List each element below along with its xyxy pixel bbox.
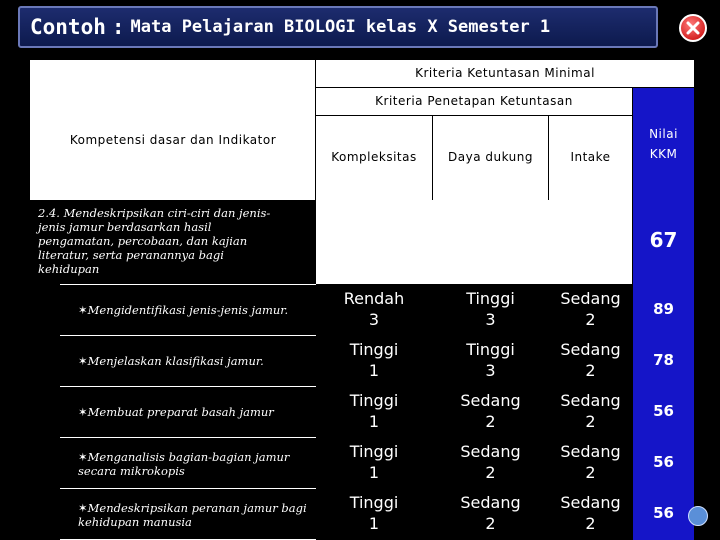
intake-cell [549, 339, 632, 381]
bullet-icon: ✶ [78, 450, 88, 464]
intake-level: Sedang [560, 391, 621, 410]
nilai-kkm-header-label: Nilai KKM [649, 127, 678, 161]
kompleksitas-score: 1 [368, 514, 380, 533]
daya-dukung-cell [433, 492, 548, 534]
kompleksitas-level: Tinggi [349, 442, 399, 461]
kompleksitas-cell [316, 390, 432, 432]
kd-description: 2.4. Mendeskripsikan ciri-ciri dan jenis-jenis jamur berdasarkan hasil pengamatan, percobaan, dan kajian literatur, serta peranannya bagi kehidupan [38, 206, 271, 276]
kd-header-cell [30, 60, 316, 200]
kompleksitas-cell [316, 492, 432, 534]
indikator-text: Menjelaskan klasifikasi jamur. [87, 354, 264, 368]
kompleksitas-level: Tinggi [349, 391, 399, 410]
bullet-icon: ✶ [78, 354, 88, 368]
intake-cell [549, 492, 632, 534]
indikator-cell [78, 354, 310, 368]
intake-level: Sedang [560, 442, 621, 461]
intake-cell [549, 288, 632, 330]
daya-dukung-level: Sedang [460, 493, 521, 512]
intake-level: Sedang [560, 289, 621, 308]
daya-dukung-cell [433, 390, 548, 432]
indikator-cell [78, 303, 310, 317]
intake-cell [549, 441, 632, 483]
daya-dukung-level: Sedang [460, 442, 521, 461]
kd-header-label: Kompetensi dasar dan Indikator [69, 133, 277, 147]
next-slide-button[interactable] [688, 506, 708, 526]
close-icon [686, 21, 700, 35]
daya-dukung-level: Tinggi [466, 289, 515, 308]
daya-dukung-score: 3 [485, 310, 496, 329]
kd-kkm-value: 67 [649, 228, 678, 252]
daya-dukung-header-label: Daya dukung [448, 150, 533, 164]
title-separator: : [111, 15, 125, 39]
kompleksitas-score: 1 [368, 361, 380, 380]
bullet-icon: ✶ [78, 303, 88, 317]
intake-score: 2 [585, 361, 596, 380]
daya-dukung-level: Tinggi [466, 340, 515, 359]
kompleksitas-level: Rendah [343, 289, 405, 308]
intake-score: 2 [585, 310, 596, 329]
intake-level: Sedang [560, 493, 621, 512]
daya-dukung-score: 2 [485, 514, 496, 533]
kompleksitas-cell [316, 339, 432, 381]
indikator-cell [78, 405, 310, 419]
daya-dukung-score: 2 [485, 412, 496, 431]
row-kkm-value: 56 [653, 453, 674, 471]
kompleksitas-level: Tinggi [349, 340, 399, 359]
indikator-text: Mendeskripsikan peranan jamur bagi kehidupan manusia [78, 501, 307, 529]
row-kkm-value: 78 [653, 351, 674, 369]
row-kkm-value: 56 [653, 504, 674, 522]
kompleksitas-score: 1 [368, 463, 380, 482]
intake-score: 2 [585, 412, 596, 431]
indikator-text: Membuat preparat basah jamur [87, 405, 274, 419]
indikator-text: Mengidentifikasi jenis-jenis jamur. [87, 303, 289, 317]
daya-dukung-cell [433, 339, 548, 381]
kompleksitas-score: 3 [368, 310, 380, 329]
indikator-cell [78, 450, 310, 478]
kkm-header-label: Kriteria Ketuntasan Minimal [415, 66, 595, 80]
bullet-icon: ✶ [78, 405, 88, 419]
daya-dukung-score: 3 [485, 361, 496, 380]
intake-score: 2 [585, 463, 596, 482]
kompleksitas-level: Tinggi [349, 493, 399, 512]
indikator-cell [78, 501, 310, 529]
indikator-text: Menganalisis bagian-bagian jamur secara mikrokopis [78, 450, 290, 478]
title-main: Contoh [30, 15, 106, 39]
slide-title [18, 6, 658, 48]
kompleksitas-cell [316, 288, 432, 330]
kompleksitas-cell [316, 441, 432, 483]
daya-dukung-cell [433, 288, 548, 330]
intake-header-label: Intake [570, 150, 611, 164]
daya-dukung-level: Sedang [460, 391, 521, 410]
row-kkm-value: 89 [653, 300, 674, 318]
intake-level: Sedang [560, 340, 621, 359]
daya-dukung-cell [433, 441, 548, 483]
title-subtitle: Mata Pelajaran BIOLOGI kelas X Semester 1 [130, 17, 551, 37]
close-button[interactable] [679, 14, 707, 42]
row-kkm-value: 56 [653, 402, 674, 420]
intake-score: 2 [585, 514, 596, 533]
kompleksitas-score: 1 [368, 412, 380, 431]
kompleksitas-header-label: Kompleksitas [331, 150, 417, 164]
kpk-header-label: Kriteria Penetapan Ketuntasan [375, 94, 573, 108]
daya-dukung-score: 2 [485, 463, 496, 482]
kd-row-empty-cell [316, 200, 632, 284]
bullet-icon: ✶ [78, 501, 88, 515]
intake-cell [549, 390, 632, 432]
